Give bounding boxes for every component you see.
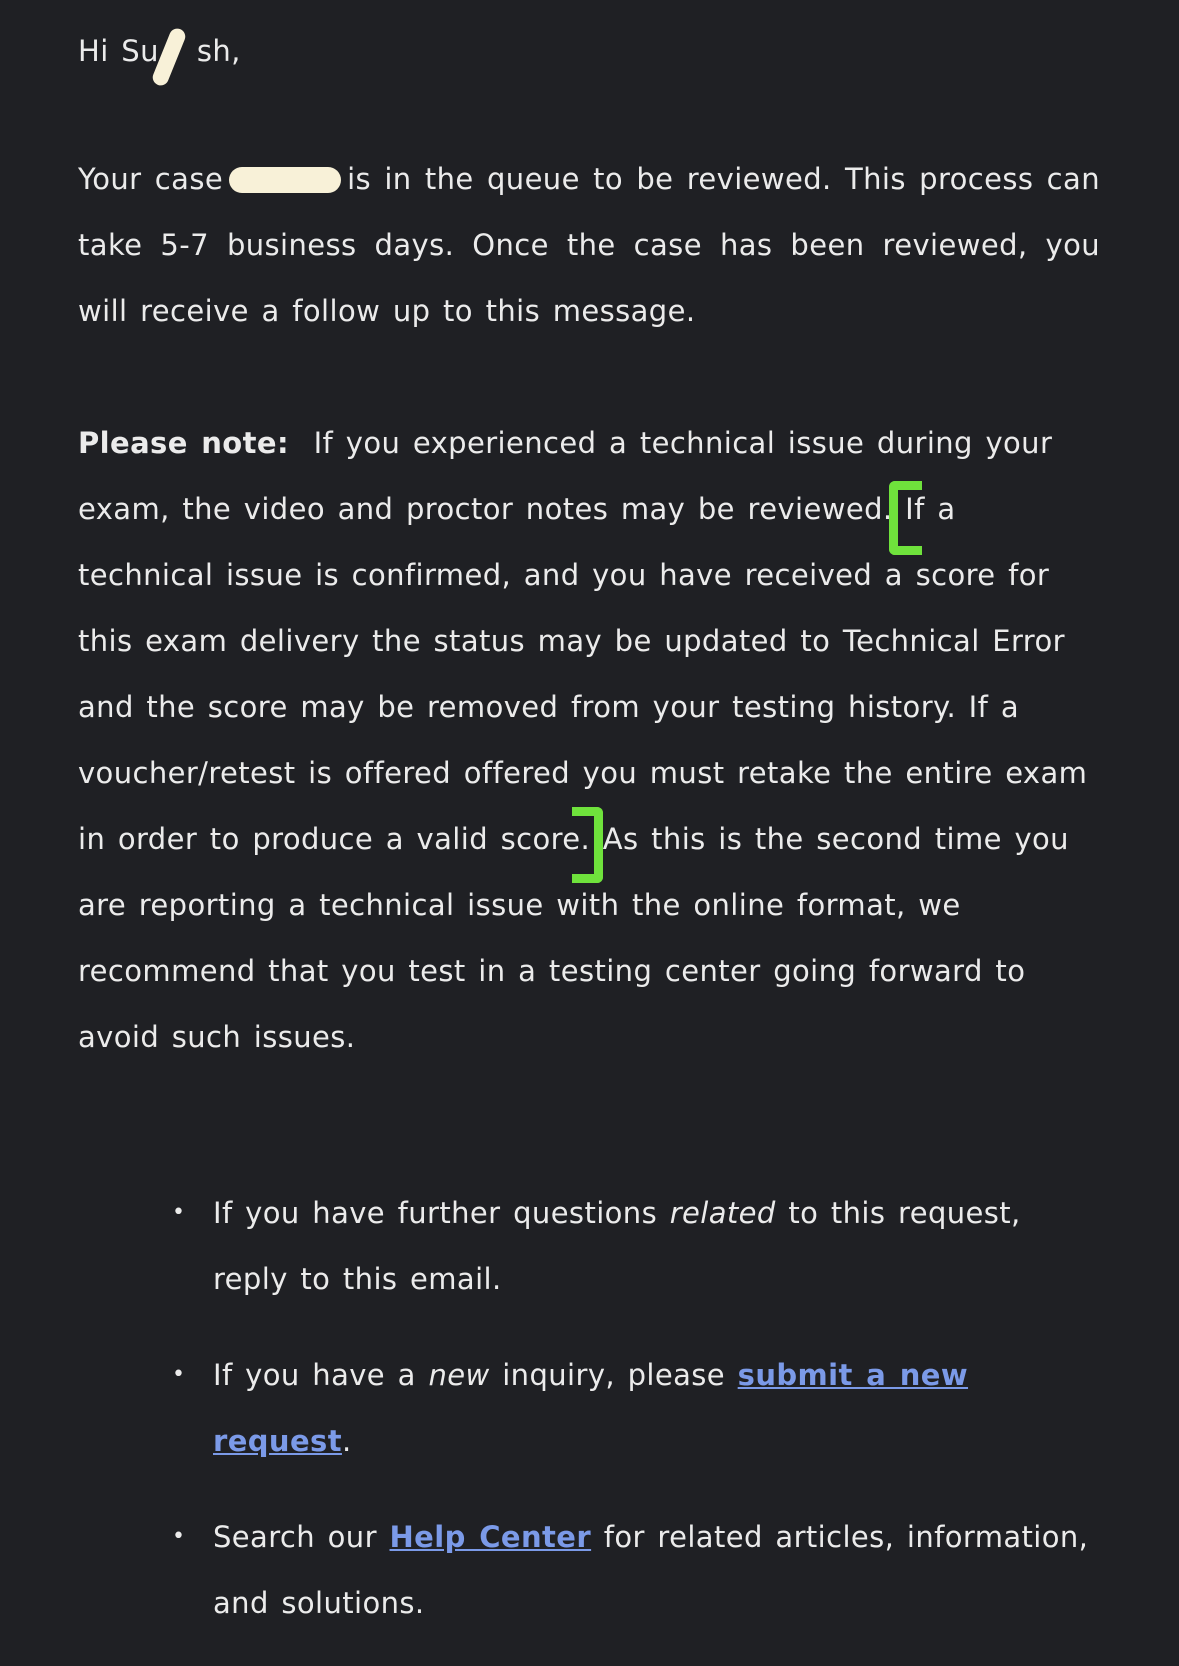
greeting-prefix: Hi Su	[78, 34, 159, 68]
list-item	[213, 1342, 1100, 1474]
email-body	[78, 18, 1100, 1666]
help-center-link[interactable]: Help Center	[389, 1520, 592, 1554]
submit-new-request-link[interactable]: submit a new request	[213, 1358, 969, 1458]
bullet-1-pre: If you have further questions	[213, 1196, 670, 1230]
case-number-redaction	[229, 167, 341, 193]
bullet-2-emphasis: new	[428, 1358, 490, 1392]
bullet-2-mid: inquiry, please	[489, 1358, 738, 1392]
case-status-paragraph	[78, 146, 1100, 344]
bullet-3-pre: Search our	[213, 1520, 390, 1554]
case-text-after: is in the queue to be reviewed. This process can take 5-7 business days. Once the case has been reviewed, you will receive a follow up to this message.	[78, 162, 1100, 328]
bullet-1-emphasis: related	[669, 1196, 776, 1230]
note-text-b: If a technical issue is confirmed, and you have received a score for this exam delivery the status may be updated to Technical Error and the score may be removed from your testing history. If a voucher/retest is offered offered you must retake the entire exam in order to produce a valid score.	[78, 492, 1088, 856]
bullet-2-post: .	[341, 1424, 352, 1458]
name-redaction	[159, 41, 197, 63]
case-text-before: Your case	[78, 162, 224, 196]
note-text-c: As this is the second time you are reporting a technical issue with the online format, we recommend that you test in a testing center going forward to avoid such issues.	[78, 822, 1069, 1054]
note-label: Please note:	[78, 426, 289, 460]
note-paragraph	[78, 410, 1100, 1070]
bullet-3-post: for related articles, information, and solutions.	[213, 1520, 1089, 1620]
greeting	[78, 18, 1100, 84]
list-item	[213, 1504, 1100, 1636]
bullet-1-post: to this request, reply to this email.	[213, 1196, 1021, 1296]
help-bullet-list	[78, 1180, 1100, 1636]
list-item	[213, 1180, 1100, 1312]
bullet-2-pre: If you have a	[213, 1358, 429, 1392]
greeting-suffix: sh,	[196, 34, 241, 68]
note-text-a: If you experienced a technical issue during your exam, the video and proctor notes may be reviewed.	[78, 426, 1053, 526]
